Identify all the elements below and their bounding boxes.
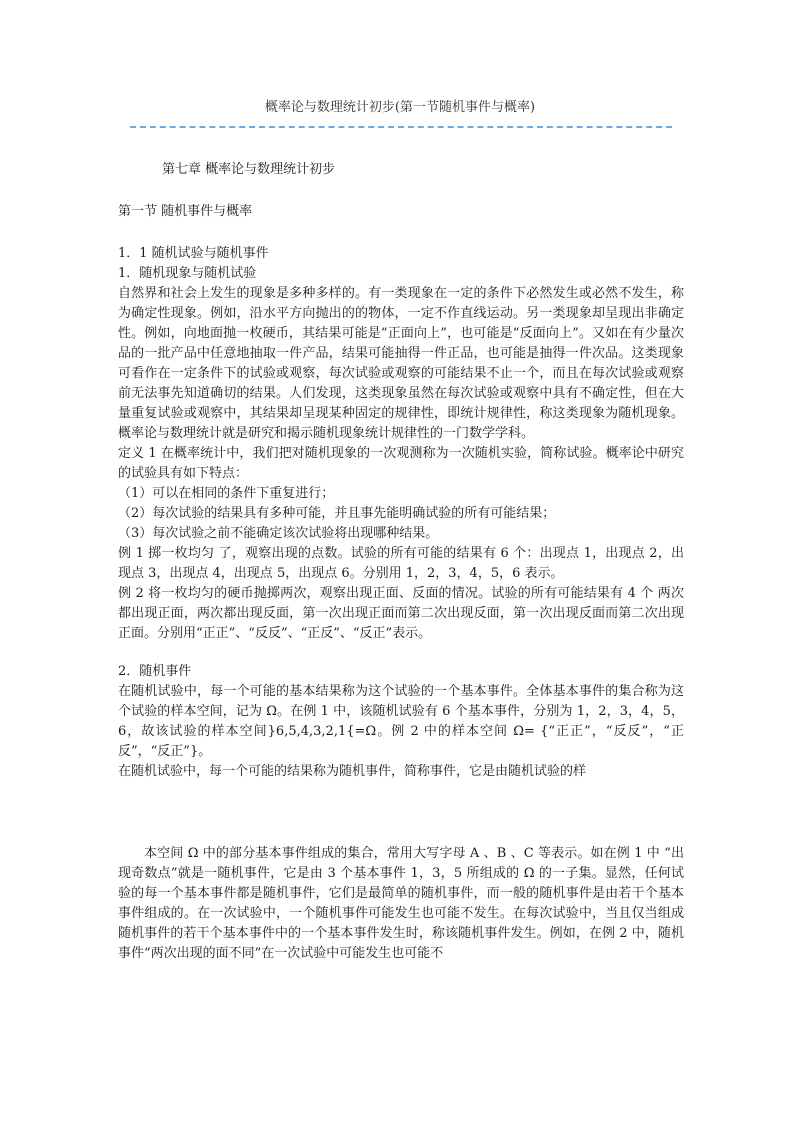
spacer [118,644,684,662]
feature-item: （1）可以在相同的条件下重复进行； [118,486,335,501]
chapter-heading: 第七章 概率论与数理统计初步 [162,162,336,177]
paragraph-basic-events: 在随机试验中，每一个可能的基本结果称为这个试验的一个基本事件。全体基本事件的集合称为这个试验的样本空间，记为 Ω。在例 1 中，该随机试验有 6 个基本事件，分别为 1，2，3，4，5，6，故该试验的样本空间}6,5,4,3,2,1{=Ω。例 2 中的样本空间 Ω= {“正正”，“反反”，“正反”，“反正”}。 [118,684,684,759]
spacer [118,826,684,844]
definition-1: 定义 1 在概率统计中，我们把对随机现象的一次观测称为一次随机实验，简称试验。概率论中研究的试验具有如下特点： [118,446,684,481]
page-header-title: 概率论与数理统计初步(第一节随机事件与概率) [264,100,536,115]
header-divider [130,126,672,128]
example-1: 例 1 掷一枚均匀 了，观察出现的点数。试验的所有可能的结果有 6 个：出现点 1，出现点 2，出现点 3，出现点 4，出现点 5，出现点 6。分别用 1，2，3，4，5，6 表示。 [118,546,684,581]
example-2: 例 2 将一枚均匀的硬币抛掷两次，观察出现正面、反面的情况。试验的所有可能结果有 4 个 两次都出现正面，两次都出现反面，第一次出现正面而第二次出现反面，第一次出现反面而第二次出现正面。分别用“正正”、“反反”、“正反”、“反正”表示。 [118,586,684,641]
subsubsection-heading: 1．随机现象与随机试验 [118,266,257,281]
paragraph-continued: 本空间 Ω 中的部分基本事件组成的集合，常用大写字母 A 、B 、C 等表示。如在例 1 中 “出现奇数点”就是一随机事件，它是由 3 个基本事件 1，3，5 所组成的 Ω 的一子集。显然，任何试验的每一个基本事件都是随机事件，它们是最简单的随机事件，而一般的随机事件是由若干个基本事件组成的。在一次试验中，一个随机事件可能发生也可能不发生。在每次试验中，当且仅当组成随机事件的若干个基本事件中的一个基本事件发生时，称该随机事件发生。例如，在例 2 中，随机事件“两次出现的面不同”在一次试验中可能发生也可能不 [118,846,684,961]
feature-item: （3）每次试验之前不能确定该次试验将出现哪种结果。 [118,526,439,541]
subsubsection-heading: 2．随机事件 [118,664,192,679]
document-body [118,160,684,964]
section-heading: 第一节 随机事件与概率 [118,204,253,219]
subsection-heading: 1．1 随机试验与随机事件 [118,246,269,261]
spacer [118,782,684,826]
paragraph-random-events: 在随机试验中，每一个可能的结果称为随机事件，简称事件，它是由随机试验的样 [118,764,587,779]
feature-item: （2）每次试验的结果具有多种可能，并且事先能明确试验的所有可能结果； [118,506,556,521]
paragraph-random-phenomena: 自然界和社会上发生的现象是多种多样的。有一类现象在一定的条件下必然发生或必然不发生，称为确定性现象。例如，沿水平方向抛出的的物体，一定不作直线运动。另一类现象却呈现出非确定性。例如，向地面抛一枚硬币，其结果可能是“正面向上”，也可能是“反面向上”。又如在有少量次品的一批产品中任意地抽取一件产品，结果可能抽得一件正品，也可能是抽得一件次品。这类现象可看作在一定条件下的试验或观察，每次试验或观察的可能结果不止一个，而且在每次试验或观察前无法事先知道确切的结果。人们发现，这类现象虽然在每次试验或观察中具有不确定性，但在大量重复试验或观察中，其结果却呈现某种固定的规律性，即统计规律性，称这类现象为随机现象。概率论与数理统计就是研究和揭示随机现象统计规律性的一门数学学科。 [118,286,684,441]
